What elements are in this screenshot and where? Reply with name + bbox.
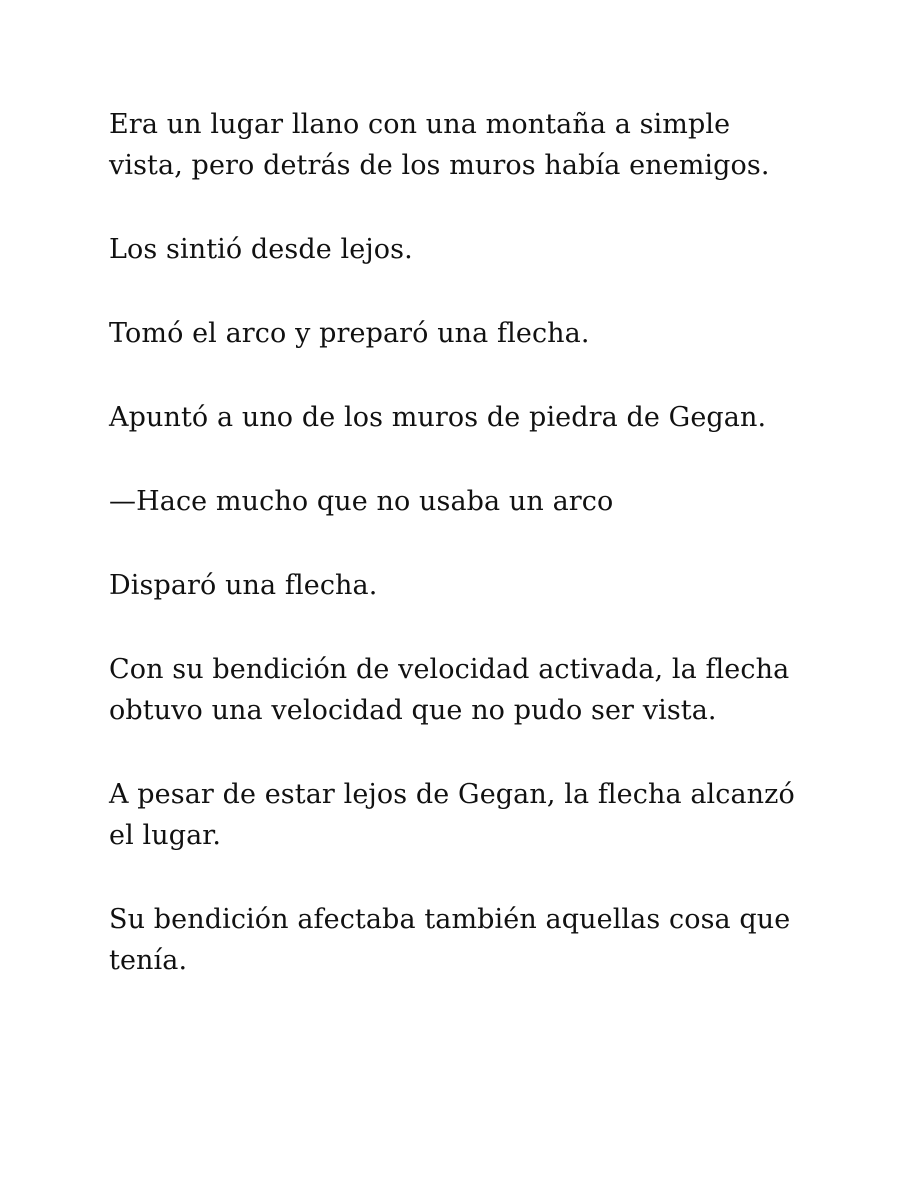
paragraph-6: Disparó una flecha. <box>109 570 378 601</box>
paragraph-8: A pesar de estar lejos de Gegan, la flecha alcanzó el lugar. <box>109 779 795 851</box>
paragraph-4: Apuntó a uno de los muros de piedra de Gegan. <box>109 402 767 433</box>
paragraph-5: —Hace mucho que no usaba un arco <box>109 486 614 517</box>
paragraph-9: Su bendición afectaba también aquellas cosa que tenía. <box>109 904 791 976</box>
paragraph-2: Los sintió desde lejos. <box>109 234 413 265</box>
paragraph-1: Era un lugar llano con una montaña a simple vista, pero detrás de los muros había enemigos. <box>109 109 770 181</box>
paragraph-7: Con su bendición de velocidad activada, la flecha obtuvo una velocidad que no pudo ser vista. <box>109 654 790 726</box>
paragraph-3: Tomó el arco y preparó una flecha. <box>109 318 590 349</box>
